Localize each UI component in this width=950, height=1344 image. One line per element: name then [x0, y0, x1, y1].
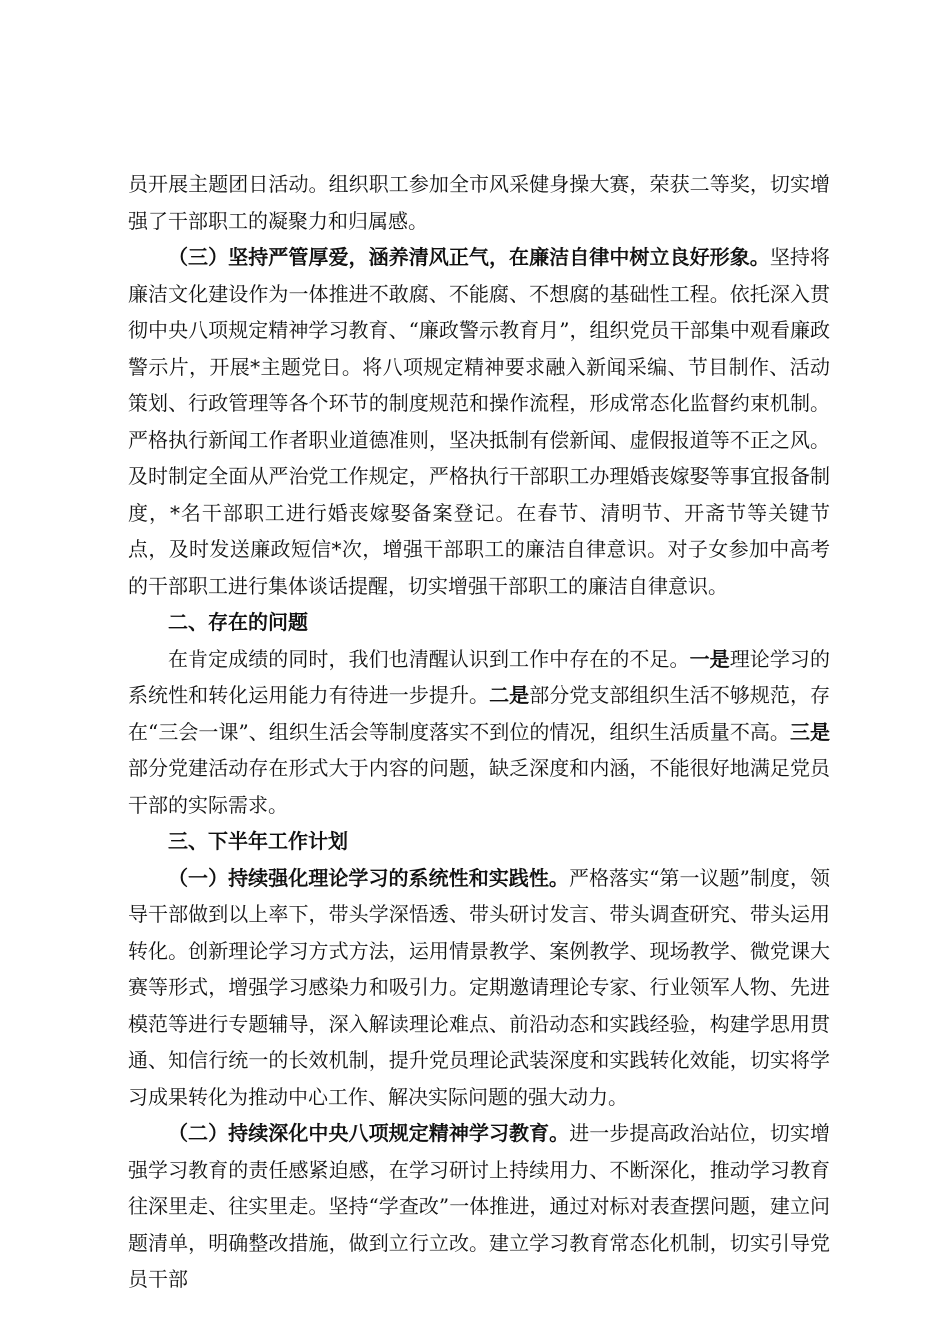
paragraph-lead: （二）持续深化中央八项规定精神学习教育。	[168, 1121, 570, 1145]
paragraph-text: 严格落实“第一议题”制度，领导干部做到以上率下，带头学深悟透、带头研讨发言、带头调查研究、带头运用转化。创新理论学习方式方法，运用情景教学、案例教学、现场教学、微党课大赛等形式，增强学习感染力和吸引力。定期邀请理论专家、行业领军人物、先进模范等进行专题辅导，深入解读理论难点、前沿动态和实践经验，构建学思用贯通、知信行统一的长效机制，提升党员理论武装深度和实践转化效能，切实将学习成果转化为推动中心工作、解决实际问题的强大动力。	[128, 865, 830, 1109]
paragraph-eight-rules	[128, 1115, 830, 1298]
section-heading-plan: 三、下半年工作计划	[168, 829, 348, 853]
paragraph-continued	[128, 166, 830, 239]
paragraph-lead: （一）持续强化理论学习的系统性和实践性。	[168, 865, 569, 890]
paragraph-text: 部分党建活动存在形式大于内容的问题，缺乏深度和内涵，不能很好地满足党员干部的实际需求。	[128, 756, 830, 817]
emphasis-marker: 二是	[489, 683, 530, 707]
paragraph-text: 员开展主题团日活动。组织职工参加全市风采健身操大赛，荣获二等奖，切实增强了干部职工的凝聚力和归属感。	[128, 172, 830, 233]
emphasis-marker: 三是	[789, 719, 830, 744]
emphasis-marker: 一是	[689, 646, 730, 671]
paragraph-lead: （三）坚持严管厚爱，涵养清风正气，在廉洁自律中树立良好形象。	[168, 245, 770, 269]
section-heading-problems: 二、存在的问题	[168, 610, 308, 634]
paragraph-text: 在肯定成绩的同时，我们也清醒认识到工作中存在的不足。	[168, 646, 690, 671]
paragraph-text: 部分党支部组织生活不够规范，存在“三会一课”、组织生活会等制度落实不到位的情况，组织生活质量不高。	[128, 683, 831, 744]
paragraph-theory-study	[128, 860, 830, 1116]
document-body	[128, 166, 830, 1298]
paragraph-integrity	[128, 239, 830, 604]
paragraph-text: 理论学习的系统性和转化运用能力有待进一步提升。	[128, 646, 830, 707]
paragraph-text: 进一步提高政治站位，切实增强学习教育的责任感紧迫感，在学习研讨上持续用力、不断深化，推动学习教育往深里走、往实里走。坚持“学查改”一体推进，通过对标对表查摆问题，建立问题清单，明确整改措施，做到立行立改。建立学习教育常态化机制，切实引导党员干部	[128, 1121, 830, 1291]
paragraph-text: 坚持将廉洁文化建设作为一体推进不敢腐、不能腐、不想腐的基础性工程。依托深入贯彻中央八项规定精神学习教育、“廉政警示教育月”，组织党员干部集中观看廉政警示片，开展*主题党日。将八项规定精神要求融入新闻采编、节目制作、活动策划、行政管理等各个环节的制度规范和操作流程，形成常态化监督约束机制。严格执行新闻工作者职业道德准则，坚决抵制有偿新闻、虚假报道等不正之风。及时制定全面从严治党工作规定，严格执行干部职工办理婚丧嫁娶等事宜报备制度，*名干部职工进行婚丧嫁娶备案登记。在春节、清明节、开斋节等关键节点，及时发送廉政短信*次，增强干部职工的廉洁自律意识。对子女参加中高考的干部职工进行集体谈话提醒，切实增强干部职工的廉洁自律意识。	[128, 245, 830, 598]
paragraph-problems	[128, 641, 830, 824]
